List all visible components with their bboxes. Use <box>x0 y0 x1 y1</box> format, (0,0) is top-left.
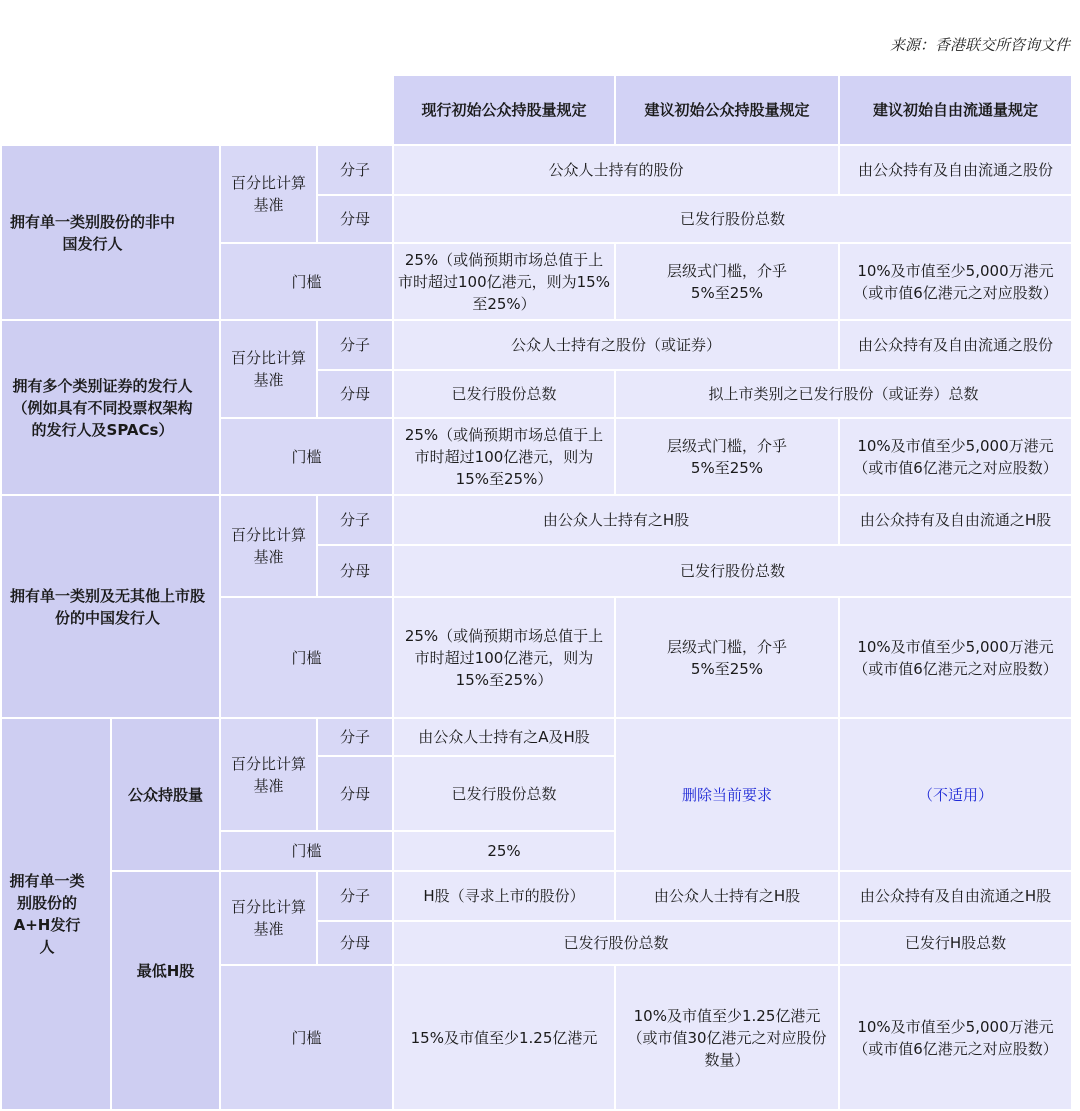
public-float-subgroup-label: 公众持股量 <box>111 718 220 871</box>
numerator-label: 分子 <box>317 718 393 756</box>
table-row <box>1 320 1072 370</box>
header-row <box>1 75 1072 145</box>
table-row <box>1 145 1072 195</box>
denominator-current-cell: 已发行股份总数 <box>393 370 615 418</box>
numerator-current-cell: 由公众人士持有之A及H股 <box>393 718 615 756</box>
issuer-type-label: 拥有单一类别及无其他上市股份的中国发行人 <box>1 495 220 718</box>
threshold-proposed-cell: 层级式门槛，介乎5%至25% <box>615 597 839 718</box>
denominator-proposed-cell: 拟上市类别之已发行股份（或证券）总数 <box>615 370 1072 418</box>
header-proposed-public-float: 建议初始公众持股量规定 <box>615 75 839 145</box>
issuer-type-label: 拥有单一类别股份的非中国发行人 <box>1 145 220 320</box>
threshold-free-cell: 10%及市值至少5,000万港元（或市值6亿港元之对应股数） <box>839 243 1072 320</box>
pct-basis-label: 百分比计算基准 <box>220 320 317 418</box>
issuer-type-label: 拥有单一类别股份的A+H发行 人 <box>1 718 111 1110</box>
threshold-free-cell: 10%及市值至少5,000万港元（或市值6亿港元之对应股数） <box>839 418 1072 495</box>
denominator-free-cell: 已发行H股总数 <box>839 921 1072 965</box>
numerator-label: 分子 <box>317 320 393 370</box>
numerator-free-cell: 由公众持有及自由流通之股份 <box>839 145 1072 195</box>
pct-basis-label: 百分比计算基准 <box>220 145 317 243</box>
numerator-public-cell: 由公众人士持有之H股 <box>393 495 839 545</box>
threshold-label: 门槛 <box>220 418 393 495</box>
threshold-free-cell: 10%及市值至少5,000万港元（或市值6亿港元之对应股数） <box>839 597 1072 718</box>
numerator-public-cell: 公众人士持有之股份（或证券） <box>393 320 839 370</box>
threshold-current-cell: 25%（或倘预期市场总值于上市时超过100亿港元，则为15%至25%） <box>393 597 615 718</box>
header-current-public-float: 现行初始公众持股量规定 <box>393 75 615 145</box>
header-proposed-free-float: 建议初始自由流通量规定 <box>839 75 1072 145</box>
numerator-label: 分子 <box>317 495 393 545</box>
min-h-share-subgroup-label: 最低H股 <box>111 871 220 1110</box>
numerator-free-cell: 由公众持有及自由流通之H股 <box>839 495 1072 545</box>
numerator-public-cell: 公众人士持有的股份 <box>393 145 839 195</box>
numerator-proposed-cell: 由公众人士持有之H股 <box>615 871 839 921</box>
numerator-label: 分子 <box>317 145 393 195</box>
pct-basis-label: 百分比计算基准 <box>220 871 317 965</box>
threshold-proposed-cell: 10%及市值至少1.25亿港元（或市值30亿港元之对应股份数量） <box>615 965 839 1110</box>
threshold-label: 门槛 <box>220 243 393 320</box>
threshold-proposed-cell: 层级式门槛，介乎5%至25% <box>615 418 839 495</box>
threshold-label: 门槛 <box>220 965 393 1110</box>
denominator-label: 分母 <box>317 195 393 243</box>
numerator-free-cell: 由公众持有及自由流通之H股 <box>839 871 1072 921</box>
proposed-remove-requirement-cell: 删除当前要求 <box>615 718 839 871</box>
denominator-label: 分母 <box>317 921 393 965</box>
header-blank-cell <box>1 75 393 145</box>
threshold-current-cell: 25% <box>393 831 615 871</box>
numerator-free-cell: 由公众持有及自由流通之股份 <box>839 320 1072 370</box>
issuer-type-label: 拥有多个类别证券的发行人（例如具有不同投票权架构的发行人及SPACs） <box>1 320 220 495</box>
threshold-label: 门槛 <box>220 831 393 871</box>
table-row <box>1 718 1072 756</box>
threshold-current-cell: 25%（或倘预期市场总值于上市时超过100亿港元，则为15%至25%） <box>393 418 615 495</box>
source-note: 来源：香港联交所咨询文件 <box>889 36 1070 54</box>
table-row <box>1 871 1072 921</box>
threshold-current-cell: 15%及市值至少1.25亿港元 <box>393 965 615 1110</box>
denominator-combined-cell: 已发行股份总数 <box>393 921 839 965</box>
numerator-label: 分子 <box>317 871 393 921</box>
threshold-free-cell: 10%及市值至少5,000万港元（或市值6亿港元之对应股数） <box>839 965 1072 1110</box>
denominator-label: 分母 <box>317 756 393 831</box>
denominator-current-cell: 已发行股份总数 <box>393 756 615 831</box>
denominator-cell: 已发行股份总数 <box>393 545 1072 597</box>
numerator-current-cell: H股（寻求上市的股份） <box>393 871 615 921</box>
pct-basis-label: 百分比计算基准 <box>220 495 317 597</box>
public-float-comparison-table <box>0 74 1073 1111</box>
threshold-proposed-cell: 层级式门槛，介乎5%至25% <box>615 243 839 320</box>
table-row <box>1 495 1072 545</box>
denominator-label: 分母 <box>317 545 393 597</box>
denominator-cell: 已发行股份总数 <box>393 195 1072 243</box>
pct-basis-label: 百分比计算基准 <box>220 718 317 831</box>
threshold-label: 门槛 <box>220 597 393 718</box>
free-float-not-applicable-cell: （不适用） <box>839 718 1072 871</box>
denominator-label: 分母 <box>317 370 393 418</box>
threshold-current-cell: 25%（或倘预期市场总值于上市时超过100亿港元，则为15%至25%） <box>393 243 615 320</box>
